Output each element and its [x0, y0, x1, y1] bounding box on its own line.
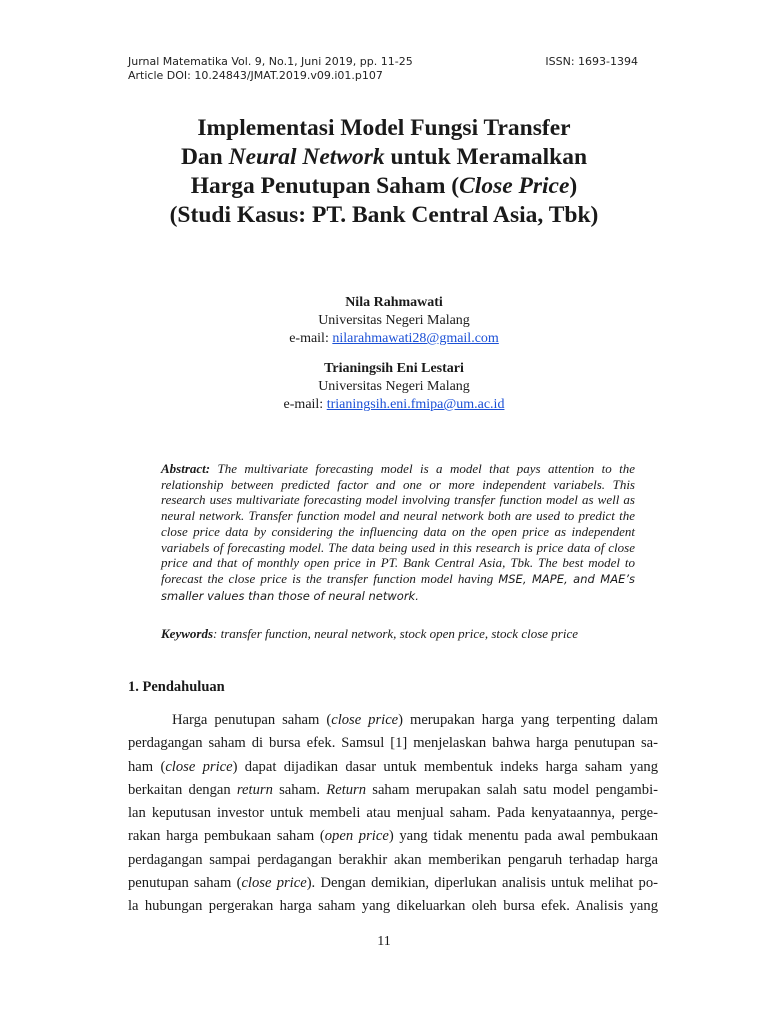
author-email-line: e-mail: trianingsih.eni.fmipa@um.ac.id: [283, 397, 505, 412]
body-paragraph: [128, 709, 658, 919]
body-line: ham (close price) dapat dijadikan dasar untuk membentuk indeks harga saham yang: [128, 758, 659, 775]
author-name: Nila Rahmawati: [345, 295, 443, 310]
title-line-3: Harga Penutupan Saham (Close Price): [190, 173, 578, 199]
body-line: lan keputusan investor untuk membeli atau menjual saham. Pada kenyataannya, perge-: [128, 805, 658, 822]
running-header: [128, 55, 638, 83]
abstract-text: The multivariate forecasting model is a model that pays attention to the relationship between predicted factor and one or more independent variabels. This research uses multivariate forecasting model involving transfer function model as well as neural network. Transfer function model and neural network both are used to predict the close price data by considering the influencing data on the open price as independent variabels of forecasting model. The data being used in this research is price data of close price and that of monthly open price in PT. Bank Central Asia, Tbk. The best model to forecast the close price is the transfer function model having: [161, 461, 635, 586]
abstract-label: Abstract:: [161, 461, 211, 476]
author-email-link[interactable]: nilarahmawati28@gmail.com: [332, 331, 499, 346]
author-affiliation: Universitas Negeri Malang: [318, 313, 470, 328]
author-block: [100, 294, 688, 414]
body-line: rakan harga pembukaan saham (open price) yang tidak menentu pada awal pembukaan: [128, 828, 659, 845]
body-line: la hubungan pergerakan harga saham yang dikeluarkan oleh bursa efek. Analisis yang: [128, 898, 658, 915]
title-line-2: Dan Neural Network untuk Meramalkan: [180, 144, 588, 170]
section-heading: 1. Pendahuluan: [128, 679, 225, 695]
body-line: perdagangan sampai perdagangan berakhir akan memberikan pengaruh terhadap harga: [128, 851, 658, 868]
issn: ISSN: 1693-1394: [545, 55, 638, 68]
title-line-4: (Studi Kasus: PT. Bank Central Asia, Tbk): [169, 202, 599, 228]
abstract: [161, 461, 635, 604]
title-line-1: Implementasi Model Fungsi Transfer: [197, 115, 571, 141]
body-line: Harga penutupan saham (close price) merupakan harga yang terpenting dalam: [172, 712, 658, 728]
paper-title: [100, 114, 668, 230]
body-line: penutupan saham (close price). Dengan demikian, diperlukan analisis untuk melihat po-: [128, 875, 658, 892]
author-affiliation: Universitas Negeri Malang: [318, 379, 470, 394]
body-line: perdagangan saham di bursa efek. Samsul [1] menjelaskan bahwa harga penutupan sa-: [128, 735, 658, 752]
author-email-link[interactable]: trianingsih.eni.fmipa@um.ac.id: [326, 397, 505, 412]
page-number: 11: [377, 934, 391, 949]
journal-citation: Jurnal Matematika Vol. 9, No.1, Juni 2019, pp. 11-25: [128, 55, 413, 68]
keywords: [161, 626, 635, 642]
keywords-label: Keywords: [161, 626, 213, 641]
abstract-text-tail: MSE, MAPE, and MAE’s smaller values than those of neural network.: [161, 571, 636, 603]
article-doi: Article DOI: 10.24843/JMAT.2019.v09.i01.p107: [128, 69, 383, 82]
author-name: Trianingsih Eni Lestari: [324, 361, 464, 376]
body-line: berkaitan dengan return saham. Return saham merupakan salah satu model pengambi-: [128, 781, 658, 798]
author-email-line: e-mail: nilarahmawati28@gmail.com: [289, 331, 499, 346]
keywords-text: : transfer function, neural network, stock open price, stock close price: [213, 626, 579, 641]
